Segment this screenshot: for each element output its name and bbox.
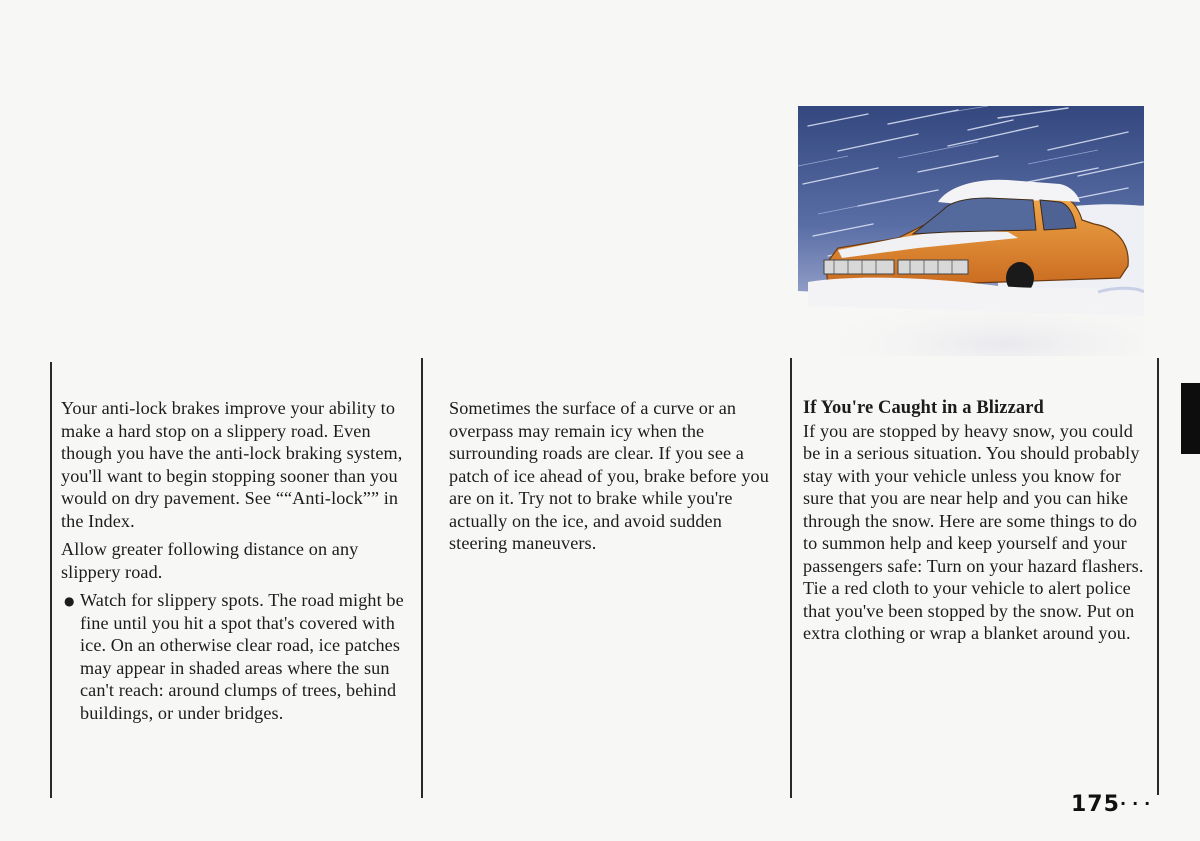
anti-lock-paragraph: Your anti-lock brakes improve your ability to make a hard stop on a slippery road. Even though you have the anti-lock braking system, you'll want to begin stopping sooner than you would on dry pavement. See ““Anti-lock”” in the Index. — [61, 398, 403, 531]
blizzard-heading: If You're Caught in a Blizzard — [803, 398, 1044, 418]
column-rule-middle-right — [790, 358, 792, 798]
following-distance-paragraph: Allow greater following distance on any slippery road. — [61, 539, 359, 582]
column-rule-left — [50, 362, 52, 798]
page-number-dots: ··· — [1120, 794, 1157, 813]
icy-curve-paragraph: Sometimes the surface of a curve or an overpass may remain icy when the surrounding roads are clear. If you see a patch of ice ahead of you, brake before you are on it. Try not to brake while you're actually on the ice, and avoid sudden steering maneuvers. — [449, 398, 769, 553]
column-rule-middle-left — [421, 358, 423, 798]
text-column-1 — [61, 397, 411, 724]
bullet-icon: ● — [64, 594, 75, 608]
section-thumb-tab — [1181, 383, 1200, 454]
column-rule-right — [1157, 358, 1159, 795]
list-item — [64, 589, 411, 724]
text-column-3 — [803, 397, 1148, 645]
car-in-blizzard-illustration — [798, 106, 1144, 356]
blizzard-paragraph: If you are stopped by heavy snow, you could be in a serious situation. You should probably stay with your vehicle unless you know for sure that you are near help and you can hike through the snow. Here are some things to do to summon help and keep yourself and your passengers safe: Turn on your hazard flashers. Tie a red cloth to your vehicle to alert police that you've been stopped by the snow. Put on extra clothing or wrap a blanket around you. — [803, 420, 1144, 643]
bullet-list — [61, 589, 411, 724]
text-column-2 — [449, 397, 781, 555]
slippery-spots-text: Watch for slippery spots. The road might be fine until you hit a spot that's covered with ice. On an otherwise clear road, ice patches may appear in shaded areas where the sun can't reach: around clumps of trees, behind buildings, or under bridges. — [80, 590, 404, 723]
page-number: 175 — [1071, 792, 1120, 817]
